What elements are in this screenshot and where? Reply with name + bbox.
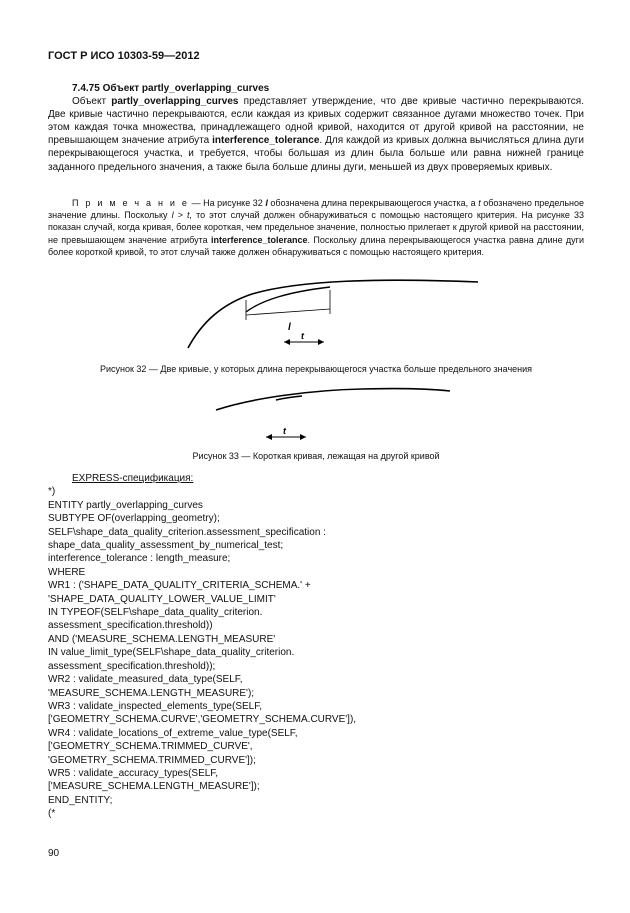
note-attribute-term: interference_tolerance [210,234,308,245]
figure-32-caption: Рисунок 32 — Две кривые, у которых длина перекрывающегося участка больше предельного значения [99,364,533,374]
section-paragraph [48,95,584,174]
express-line: SUBTYPE OF(overlapping_geometry); [48,513,220,525]
express-specification [48,472,356,821]
express-line: END_ENTITY; [48,794,113,806]
para-mid: представляет утверждение, что две кривые частично перекрываются. Две кривые частично перекрываются, если каждая из кривых содержит связанное дугами множество точек. При этом каждая точка множества, принадлежащего одной кривой, находится от другой кривой на расстоянии, не превышающем значение атрибута [48,96,584,147]
figure-32 [180,270,480,350]
express-line: WR4 : validate_locations_of_extreme_value_type(SELF, [48,727,298,739]
note-text-2: обозначена длина перекрывающегося участка, а [267,198,479,208]
para-tail: . Для каждой из кривых должна вычисляться длина дуги перекрывающегося участка, и требуется, чтобы большая из длин была больше или равна нижней границе заданного предельного значения, а также была больше длины дуги, меньшей из двух проверяемых кривых. [48,135,584,173]
label-t-33: t [283,426,286,436]
entity-term: partly_overlapping_curves [111,96,239,108]
note-var-l: l [265,198,268,208]
note-text-4: то этот случай должен обнаруживаться с помощью настоящего критерия. На рисунке 33 показан случай, когда кривая, более короткая, чем предельное значение, полностью прилегает к другой кривой на расстоянии, не превышающем значение атрибута [48,210,585,245]
figure-33 [212,384,452,414]
page-number: 90 [48,848,60,859]
express-line: *) [48,486,56,498]
express-line: ENTITY partly_overlapping_curves [48,499,203,511]
express-line: ['MEASURE_SCHEMA.LENGTH_MEASURE']); [48,781,260,793]
para-lead: Объект [72,96,112,108]
label-l: l [288,322,291,333]
long-curve-33 [216,389,450,410]
figure-33-caption: Рисунок 33 — Короткая кривая, лежащая на другой кривой [192,451,440,461]
running-header: ГОСТ Р ИСО 10303-59—2012 [48,50,200,62]
express-line: interference_tolerance : length_measure; [48,553,231,565]
express-line: shape_data_quality_assessment_by_numerical_test; [48,540,284,552]
express-line: WR3 : validate_inspected_elements_type(SELF, [48,700,263,712]
attribute-term: interference_tolerance [212,135,320,147]
express-line: SELF\shape_data_quality_criterion.assessment_specification : [48,526,326,538]
label-t-32: t [301,333,304,341]
express-line: WR2 : validate_measured_data_type(SELF, [48,674,243,686]
express-line: AND ('MEASURE_SCHEMA.LENGTH_MEASURE' [48,633,276,645]
express-line: WR1 : ('SHAPE_DATA_QUALITY_CRITERIA_SCHEMA.' + [48,580,311,592]
express-line: 'SHAPE_DATA_QUALITY_LOWER_VALUE_LIMIT' [48,593,276,605]
express-line: IN value_limit_type(SELF\shape_data_quality_criterion. [48,647,295,659]
express-line: WHERE [48,566,86,578]
note-text-1: — На рисунке 32 [189,198,266,208]
section-title: 7.4.75 Объект partly_overlapping_curves [72,83,270,94]
express-line: IN TYPEOF(SELF\shape_data_quality_criterion. [48,607,263,619]
note-label: П р и м е ч а н и е [72,198,190,208]
express-line: 'MEASURE_SCHEMA.LENGTH_MEASURE'); [48,687,255,699]
note-block [48,197,584,258]
express-line: ['GEOMETRY_SCHEMA.CURVE','GEOMETRY_SCHEMA.CURVE']), [48,714,357,726]
express-line: 'GEOMETRY_SCHEMA.TRIMMED_CURVE']); [48,754,256,766]
short-curve [246,287,330,312]
express-line: assessment_specification.threshold)); [48,660,216,672]
express-line: assessment_specification.threshold)) [48,620,213,632]
express-line: (* [48,808,56,820]
section-7-4-75 [48,82,584,174]
express-line: ['GEOMETRY_SCHEMA.TRIMMED_CURVE', [48,741,253,753]
note-text-5: . Поскольку длина перекрывающегося участка равна длине дуги более короткой кривой, то этот случай также должен обнаруживаться с помощью настоящего критерия. [48,234,584,257]
overlap-dimension-line [246,309,330,315]
figure-32-tolerance [282,333,326,351]
note-condition: l > t, [171,210,192,221]
express-label: EXPRESS-спецификация: [72,473,194,484]
note-text-3: обозначено предельное значение длины. Поскольку [48,198,584,221]
express-line: WR5 : validate_accuracy_types(SELF, [48,767,219,779]
figure-33-tolerance [264,426,308,444]
long-curve [188,280,478,348]
note-var-t: t [478,198,481,208]
